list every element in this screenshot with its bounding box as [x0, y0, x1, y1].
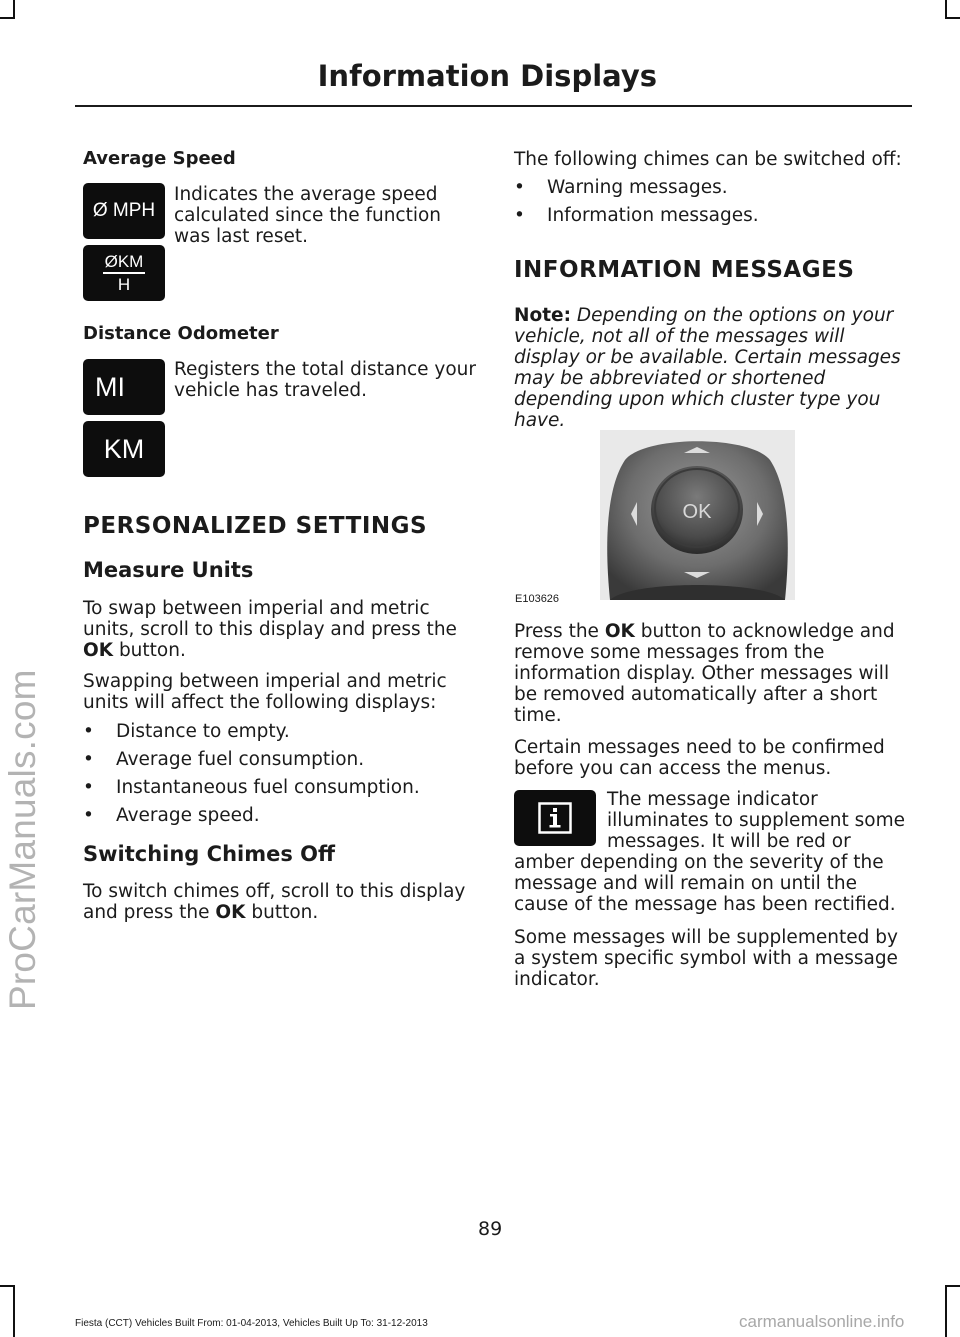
chimes-intro: The following chimes can be switched off:: [514, 149, 902, 170]
note-paragraph: [514, 305, 910, 431]
crop-mark: [945, 1285, 947, 1337]
ok-label: OK: [83, 640, 114, 661]
bullet-dot: •: [83, 721, 94, 742]
confirm-messages-paragraph: Certain messages need to be confirmed before you can access the menus.: [514, 737, 885, 779]
crop-mark: [945, 17, 960, 19]
list-item-text: Instantaneous fuel consumption.: [116, 777, 420, 798]
bullet-dot: •: [83, 777, 94, 798]
measure-units-heading: Measure Units: [83, 558, 254, 582]
icon-spacer: [514, 789, 607, 852]
bullet-dot: •: [514, 177, 525, 198]
text-span: button to acknowledge and remove some messages from the information display. Other messages will be removed automatically after a short time.: [514, 621, 895, 726]
list-item-text: Information messages.: [547, 205, 759, 226]
measure-units-paragraph-1: [83, 598, 477, 661]
measure-units-paragraph-2: Swapping between imperial and metric units will affect the following displays:: [83, 671, 447, 713]
text-span: To switch chimes off, scroll to this display and press the: [83, 881, 466, 923]
average-speed-heading: Average Speed: [83, 148, 236, 169]
miles-icon: [83, 359, 165, 415]
average-mph-icon: [83, 183, 165, 239]
average-kmh-icon: [83, 245, 165, 301]
symbol-paragraph: Some messages will be supplemented by a system specific symbol with a message indicator.: [514, 927, 898, 990]
bullet-dot: •: [83, 805, 94, 826]
ok-label: OK: [215, 902, 246, 923]
footer-watermark: carmanualsonline.info: [739, 1312, 905, 1331]
crop-mark: [13, 1285, 15, 1337]
kilometers-icon-label: KM: [103, 433, 145, 464]
footer-text: Fiesta (CCT) Vehicles Built From: 01-04-2013, Vehicles Built Up To: 31-12-2013: [75, 1318, 428, 1329]
crop-mark: [0, 1285, 15, 1287]
average-speed-text: Indicates the average speed calculated since the function was last reset.: [174, 184, 442, 247]
distance-odometer-heading: Distance Odometer: [83, 323, 279, 344]
list-item-text: Average speed.: [116, 805, 260, 826]
information-messages-heading: INFORMATION MESSAGES: [514, 257, 855, 283]
crop-mark: [13, 0, 15, 18]
list-item-text: Average fuel consumption.: [116, 749, 365, 770]
crop-mark: [945, 0, 947, 18]
list-item-text: Distance to empty.: [116, 721, 290, 742]
ok-button-label: OK: [682, 501, 712, 523]
bullet-dot: •: [83, 749, 94, 770]
switching-chimes-heading: Switching Chimes Off: [83, 842, 336, 866]
message-indicator-paragraph: [514, 789, 910, 915]
page-number: 89: [478, 1218, 503, 1240]
text-span: button.: [245, 902, 319, 923]
text-span: Press the: [514, 621, 605, 642]
text-span: To swap between imperial and metric units, scroll to this display and press the: [83, 598, 457, 640]
kmh-icon-top: ØKM: [103, 253, 146, 274]
distance-odometer-text: Registers the total distance your vehicle has traveled.: [174, 359, 476, 401]
header-divider: [75, 105, 912, 107]
text-span: button.: [113, 640, 186, 661]
list-item-text: Warning messages.: [547, 177, 728, 198]
average-mph-icon-label: Ø MPH: [92, 200, 156, 221]
text-span: The message indicator illuminates to supplement some messages. It will be red or amber depending on the severity of the message and will remain on until the cause of the message has been rectified.: [514, 789, 905, 915]
switching-chimes-paragraph: [83, 881, 477, 923]
kilometers-icon: [83, 421, 165, 477]
crop-mark: [945, 1285, 960, 1287]
personalized-settings-heading: PERSONALIZED SETTINGS: [83, 513, 428, 539]
ok-label: OK: [604, 621, 635, 642]
miles-icon-label: MI: [95, 371, 125, 402]
kmh-icon-bottom: H: [117, 274, 131, 294]
ok-button-illustration: [600, 430, 795, 600]
page-title: Information Displays: [317, 59, 657, 93]
note-label: Note:: [514, 305, 571, 326]
ok-instructions-paragraph: [514, 621, 910, 726]
note-text: Depending on the options on your vehicle, not all of the messages will display or be available. Certain messages may be abbreviated or shortened depending upon which cluster type you have.: [514, 305, 901, 431]
bullet-dot: •: [514, 205, 525, 226]
side-watermark: ProCarManuals.com: [2, 669, 43, 1010]
crop-mark: [0, 17, 15, 19]
figure-id: E103626: [515, 593, 560, 605]
